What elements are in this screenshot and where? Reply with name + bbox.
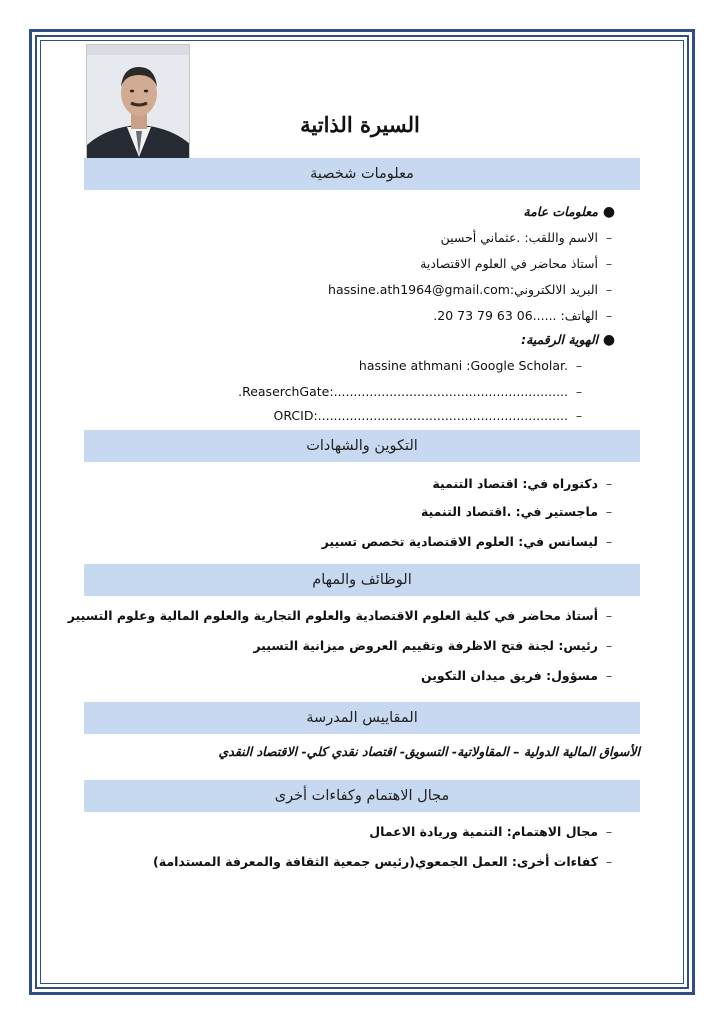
list-item-interest	[153, 854, 620, 869]
section-header-jobs: الوظائف والمهام	[84, 564, 640, 596]
email-text[interactable]: hassine.ath1964@gmail.com	[328, 282, 510, 297]
list-item-job	[68, 608, 620, 623]
list-item-job	[253, 638, 620, 653]
list-item-education	[432, 476, 620, 491]
list-item-name	[441, 230, 620, 245]
researchgate-text: .ReaserchGate:...........................................................	[238, 384, 568, 399]
bullet-icon: ●	[602, 204, 616, 220]
section-header-personal: معلومات شخصية	[84, 158, 640, 190]
list-item-education	[421, 504, 620, 519]
section-header-interests: مجال الاهتمام وكفاءات أخرى	[84, 780, 640, 812]
list-item-orcid	[274, 408, 590, 423]
interest-text: مجال الاهتمام: التنمية وريادة الاعمال	[369, 824, 598, 839]
digital-heading: الهوية الرقمية:	[521, 332, 598, 347]
bullet-icon: ●	[602, 332, 616, 348]
interest-text: كفاءات أخرى: العمل الجمعوي(رئيس جمعية الثقافة والمعرفة المستدامة)	[153, 854, 598, 869]
education-text: ماجستير في: .اقتصاد التنمية	[420, 504, 598, 519]
job-text: أستاذ محاضر في كلية العلوم الاقتصادية والعلوم التجارية والعلوم المالية وعلوم التسيير	[67, 608, 598, 623]
dash-icon: –	[605, 668, 613, 683]
dash-icon: –	[605, 476, 613, 491]
list-item-job	[421, 668, 620, 683]
phone-text: .20 73 79 63 06......	[433, 308, 557, 323]
name-text: الاسم واللقب: .عثماني أحسين	[440, 230, 598, 245]
portrait-image	[87, 45, 190, 168]
dash-icon: –	[575, 408, 583, 423]
list-item-education	[322, 534, 620, 549]
dash-icon: –	[605, 308, 613, 323]
dash-icon: –	[605, 256, 613, 271]
phone-label: الهاتف:	[560, 308, 598, 323]
dash-icon: –	[605, 534, 613, 549]
dash-icon: –	[605, 504, 613, 519]
email-label: البريد الالكتروني:	[509, 282, 598, 297]
list-item-email	[328, 282, 620, 297]
dash-icon: –	[575, 384, 583, 399]
list-item-general-heading	[523, 204, 620, 220]
list-item-phone	[433, 308, 620, 323]
orcid-text: ORCID:...............................................................	[273, 408, 568, 423]
list-item-scholar	[359, 358, 590, 373]
section-header-education: التكوين والشهادات	[84, 430, 640, 462]
education-text: ليسانس في: العلوم الاقتصادية تخصص تسيير	[321, 534, 598, 549]
list-item-digital-heading	[521, 332, 620, 348]
dash-icon: –	[605, 854, 613, 869]
dash-icon: –	[605, 638, 613, 653]
page-title: السيرة الذاتية	[300, 112, 420, 137]
list-item-researchgate	[238, 384, 590, 399]
dash-icon: –	[605, 230, 613, 245]
section-header-courses: المقاييس المدرسة	[84, 702, 640, 734]
list-item-position	[420, 256, 620, 271]
dash-icon: –	[575, 358, 583, 373]
job-text: مسؤول: فريق ميدان التكوين	[420, 668, 598, 683]
dash-icon: –	[605, 824, 613, 839]
list-item-interest	[369, 824, 620, 839]
position-text: أستاذ محاضر في العلوم الاقتصادية	[420, 256, 598, 271]
dash-icon: –	[605, 282, 613, 297]
education-text: دكتوراه في: اقتصاد التنمية	[432, 476, 598, 491]
dash-icon: –	[605, 608, 613, 623]
job-text: رئيس: لجنة فتح الاظرفة وتقييم العروض ميزانية التسيير	[253, 638, 598, 653]
general-heading: معلومات عامة	[523, 204, 598, 219]
courses-text: الأسواق المالية الدولية – المقاولاتية- التسويق- اقتصاد نقدي كلي- الاقتصاد النقدي	[218, 744, 640, 759]
profile-photo	[86, 44, 190, 168]
scholar-text: hassine athmani :Google Scholar.	[358, 358, 568, 373]
